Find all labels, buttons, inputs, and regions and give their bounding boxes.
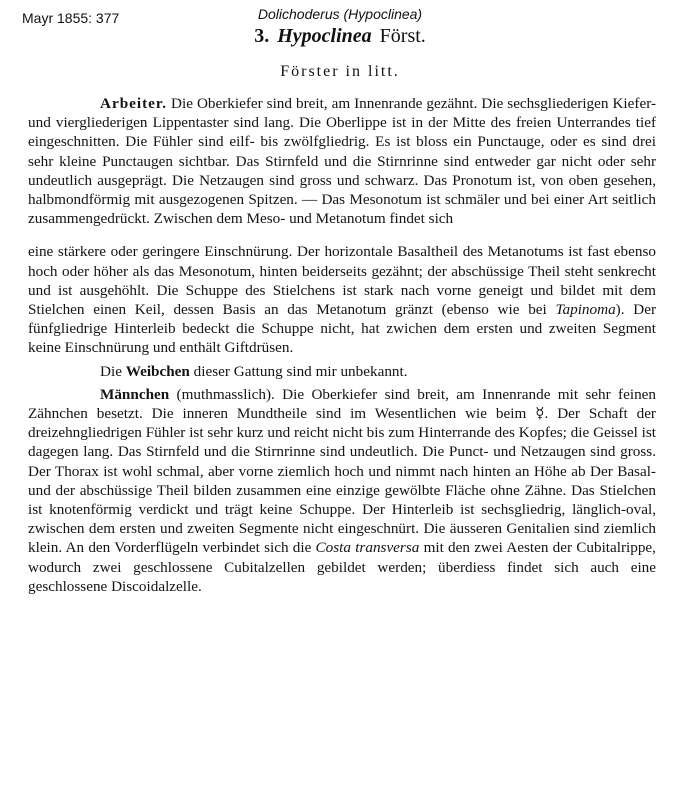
subtitle: Förster in litt. <box>280 63 400 80</box>
genus-title <box>0 25 680 48</box>
taxon-header: Dolichoderus (Hypoclinea) <box>257 6 423 22</box>
paragraph-arbeiter <box>28 94 656 228</box>
text-weibchen: dieser Gattung sind mir unbekannt. <box>189 362 408 380</box>
genus-author: Först. <box>379 25 426 47</box>
paragraph-maennchen <box>28 385 656 596</box>
genus-number: 3. <box>254 25 270 47</box>
text-arbeiter-cont-b: ). Der fünfgliedrige Hinterleib bedeckt die Schuppe nicht, hat zwichen dem ersten und zweiten Segment keine Einschnürung und enthält Giftdrüsen. <box>28 301 656 357</box>
genus-tapinoma: Tapinoma <box>555 301 616 319</box>
paragraph-weibchen <box>28 362 656 381</box>
text-arbeiter-cont-a: eine stärkere oder geringere Einschnürung. Der horizontale Basaltheil des Metanotums ist fast ebenso hoch oder höher als das Mesonotum, hinten beiderseits gezähnt; der abschüssige Theil steht senkrecht und ist ausgehöhlt. Die Schuppe des Stielchens ist stark nach vorne geneigt und bildet mit dem Stielchen einen Keil, dessen Basis an das Metanotum gränzt (ebenso wie bei <box>28 243 656 319</box>
citation-label: Mayr 1855: 377 <box>22 10 120 26</box>
label-maennchen: Männchen <box>100 385 170 403</box>
genus-name: Hypoclinea <box>277 25 372 47</box>
text-weibchen-pre: Die <box>100 362 126 380</box>
text-maennchen-a: (muthmasslich). Die Oberkiefer sind breit, am Innenrande mit sehr feinen Zähnchen besetzt. Die inneren Mundtheile sind im Wesentlichen wie beim ☿. Der Schaft der dreizehngliedrigen Fühler ist sehr kurz und reicht nicht bis zum Hinterrande des Kopfes; die Geissel ist dagegen lang. Das Stirnfeld und die Stirnrinne sind undeutlich. Die Punct- und Netzaugen sind gross. Der Thorax ist wohl schmal, aber vorne ziemlich hoch und nimmt nach hinten an Höhe ab Der Basal- und der abschüssige Theil bilden zusammen eine einzige gewölbte Fläche ohne Zähne. Das Stielchen ist knotenförmig verdickt und trägt keine Schuppe. Der Hinterleib ist sechsgliedrig, länglich-oval, zwischen dem ersten und zweiten Segmente nicht eingeschnürt. Die äusseren Genitalien sind ziemlich klein. An den Vorderflügeln verbindet sich die <box>28 385 656 557</box>
term-costa-transversa: Costa transversa <box>315 539 420 557</box>
label-weibchen: Weibchen <box>125 362 190 380</box>
text-maennchen-b: mit den zwei Aesten der Cubitalrippe, wodurch zwei geschlossene Cubitalzellen gebildet werden; überdiess findet sich auch eine geschlossene Discoidalzelle. <box>28 539 656 595</box>
document-body <box>28 80 656 596</box>
paragraph-arbeiter-cont <box>28 242 656 357</box>
label-arbeiter: Arbeiter. <box>100 95 168 112</box>
text-arbeiter: Die Oberkiefer sind breit, am Innenrande gezähnt. Die sechsgliederigen Kiefer- und viergliederigen Lippentaster sind lang. Die Oberlippe ist in der Mitte des freien Unterrandes tief eingeschnitten. Die Fühler sind eilf- bis zwölfgliedrig. Es ist bloss ein Punctauge, oder es sind drei sehr kleine Punctaugen sichtbar. Das Stirnfeld und die Stirnrinne sind entweder gar nicht oder sehr undeutlich ausgeprägt. Die Netzaugen sind gross und schwarz. Das Pronotum ist, von oben gesehen, halbmondförmig mit ausgezogenen Spitzen. — Das Mesonotum ist schmäler und bei einer Art seitlich zusammengedrückt. Zwischen dem Meso- und Metanotum findet sich <box>28 95 656 228</box>
